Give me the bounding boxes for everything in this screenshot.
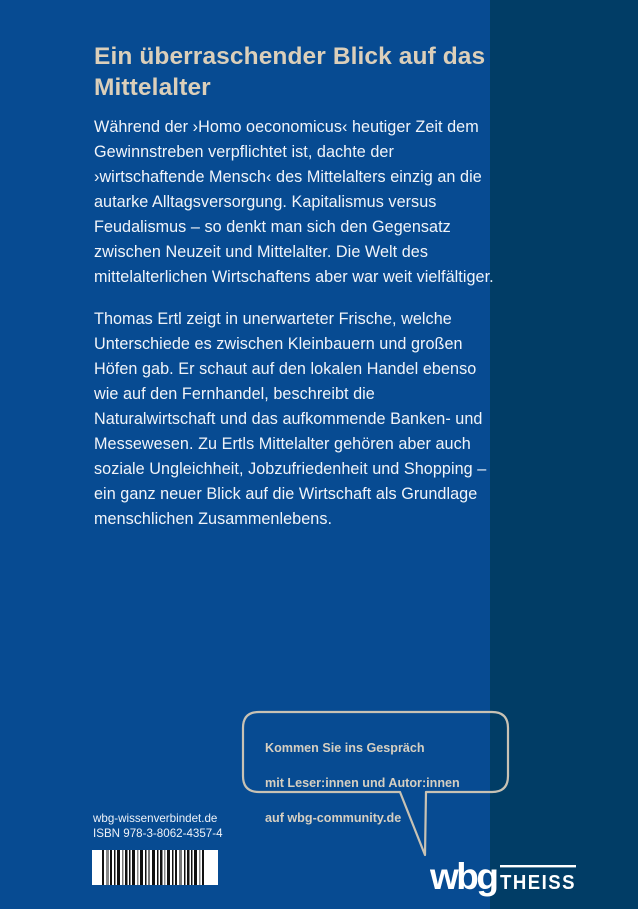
publisher-website: wbg-wissenverbindet.de	[93, 812, 218, 825]
logo-wbg: wbg	[430, 856, 497, 897]
bubble-line-2: mit Leser:innen und Autor:innen	[265, 775, 460, 790]
imprint-info	[93, 812, 223, 841]
wbg-theiss-logo	[430, 855, 580, 901]
isbn: ISBN 978-3-8062-4357-4	[93, 826, 223, 840]
cover-heading: Ein überraschender Blick auf das Mittelalter	[94, 43, 486, 101]
bubble-line-1: Kommen Sie ins Gespräch	[265, 740, 425, 755]
logo-theiss: THEISS	[500, 872, 576, 894]
bubble-line-3: auf wbg-community.de	[265, 810, 402, 825]
barcode-icon	[92, 850, 218, 885]
blurb-paragraph-1: Während der ›Homo oeconomicus‹ heutiger Zeit dem Gewinnstreben verpflichtet ist, dachte der ›wirtschaftende Mensch‹ des Mittelalters einzig an die autarke Alltagsversorgung. Kapitalismus versus Feudalismus – so denkt man sich den Gegensatz zwischen Neuzeit und Mittelalter. Die Welt des mittelalterlichen Wirtschaftens aber war weit vielfältiger.	[94, 118, 494, 286]
blurb	[94, 115, 494, 549]
blurb-paragraph-2: Thomas Ertl zeigt in unerwarteter Frische, welche Unterschiede es zwischen Kleinbauern und großen Höfen gab. Er schaut auf den lokalen Handel ebenso wie auf den Fernhandel, beschreibt die Naturalwirtschaft und das aufkommende Banken- und Messewesen. Zu Ertls Mittelalter gehören aber auch soziale Ungleichheit, Jobzufriedenheit und Shopping – ein ganz neuer Blick auf die Wirtschaft als Grundlage menschlichen Zusammenlebens.	[94, 310, 487, 528]
side-dark-panel	[490, 0, 638, 909]
community-invitation	[265, 722, 505, 845]
